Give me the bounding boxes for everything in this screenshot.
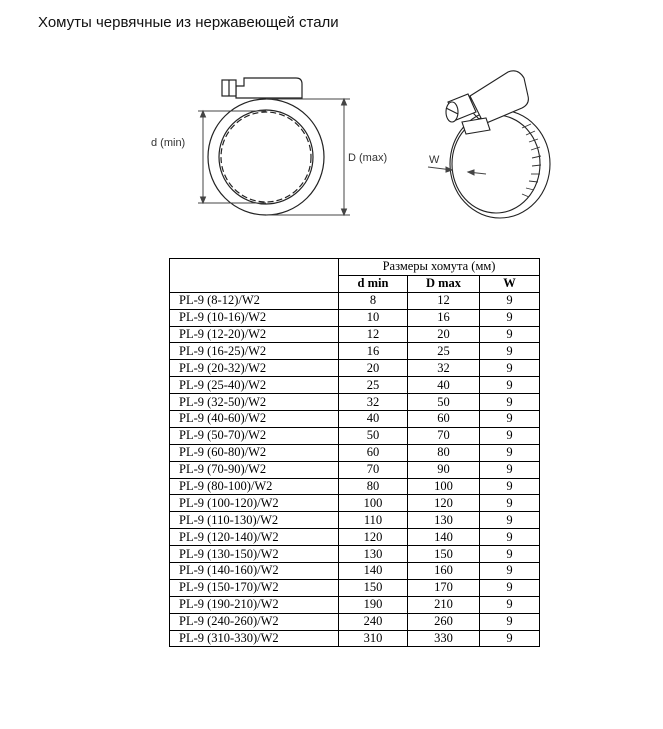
d-max-cell: 16	[408, 309, 480, 326]
w-cell: 9	[480, 596, 540, 613]
d-max-cell: 170	[408, 579, 480, 596]
d-max-cell: 160	[408, 563, 480, 580]
d-min-cell: 32	[339, 394, 408, 411]
column-header-w: W	[480, 275, 540, 292]
table-row	[170, 512, 540, 529]
model-cell: PL-9 (190-210)/W2	[170, 596, 339, 613]
table-row	[170, 461, 540, 478]
d-min-cell: 60	[339, 444, 408, 461]
w-cell: 9	[480, 512, 540, 529]
w-cell: 9	[480, 495, 540, 512]
d-max-cell: 32	[408, 360, 480, 377]
table-row	[170, 630, 540, 647]
d-min-cell: 40	[339, 411, 408, 428]
w-cell: 9	[480, 546, 540, 563]
table-row	[170, 444, 540, 461]
table-row	[170, 309, 540, 326]
page-title: Хомуты червячные из нержавеющей стали	[38, 14, 339, 31]
d-max-cell: 90	[408, 461, 480, 478]
model-cell: PL-9 (110-130)/W2	[170, 512, 339, 529]
d-min-cell: 140	[339, 563, 408, 580]
d-min-cell: 100	[339, 495, 408, 512]
table-row	[170, 292, 540, 309]
d-max-cell: 60	[408, 411, 480, 428]
w-cell: 9	[480, 478, 540, 495]
d-min-cell: 130	[339, 546, 408, 563]
d-max-cell: 70	[408, 427, 480, 444]
d-min-cell: 70	[339, 461, 408, 478]
table-row	[170, 427, 540, 444]
size-table	[169, 258, 540, 647]
model-cell: PL-9 (310-330)/W2	[170, 630, 339, 647]
d-min-cell: 80	[339, 478, 408, 495]
d-min-cell: 12	[339, 326, 408, 343]
model-cell: PL-9 (12-20)/W2	[170, 326, 339, 343]
model-cell: PL-9 (20-32)/W2	[170, 360, 339, 377]
d-min-cell: 240	[339, 613, 408, 630]
table-row	[170, 495, 540, 512]
w-cell: 9	[480, 563, 540, 580]
model-cell: PL-9 (10-16)/W2	[170, 309, 339, 326]
d-max-cell: 130	[408, 512, 480, 529]
d-min-cell: 50	[339, 427, 408, 444]
d-max-cell: 210	[408, 596, 480, 613]
d-max-label: D (max)	[348, 152, 388, 164]
d-min-cell: 8	[339, 292, 408, 309]
d-max-cell: 12	[408, 292, 480, 309]
d-max-cell: 100	[408, 478, 480, 495]
table-row	[170, 411, 540, 428]
d-min-cell: 150	[339, 579, 408, 596]
clamp-drawing	[0, 0, 663, 250]
d-max-cell: 140	[408, 529, 480, 546]
d-min-cell: 16	[339, 343, 408, 360]
model-cell: PL-9 (130-150)/W2	[170, 546, 339, 563]
table-row	[170, 546, 540, 563]
w-label: W	[429, 154, 440, 166]
d-min-cell: 20	[339, 360, 408, 377]
model-cell: PL-9 (100-120)/W2	[170, 495, 339, 512]
table-row	[170, 563, 540, 580]
model-cell: PL-9 (80-100)/W2	[170, 478, 339, 495]
model-header-cell	[170, 259, 339, 293]
table-row	[170, 529, 540, 546]
table-row	[170, 579, 540, 596]
w-cell: 9	[480, 394, 540, 411]
d-max-cell: 40	[408, 377, 480, 394]
table-row	[170, 360, 540, 377]
d-min-cell: 110	[339, 512, 408, 529]
model-cell: PL-9 (8-12)/W2	[170, 292, 339, 309]
w-cell: 9	[480, 529, 540, 546]
w-cell: 9	[480, 377, 540, 394]
model-cell: PL-9 (140-160)/W2	[170, 563, 339, 580]
group-header: Размеры хомута (мм)	[339, 259, 540, 276]
table-row	[170, 478, 540, 495]
table-row	[170, 596, 540, 613]
w-cell: 9	[480, 360, 540, 377]
clamp-perspective-view	[446, 71, 550, 218]
w-cell: 9	[480, 579, 540, 596]
model-cell: PL-9 (60-80)/W2	[170, 444, 339, 461]
d-min-label: d (min)	[151, 137, 186, 149]
d-max-cell: 80	[408, 444, 480, 461]
d-max-cell: 120	[408, 495, 480, 512]
d-max-cell: 50	[408, 394, 480, 411]
d-max-cell: 330	[408, 630, 480, 647]
w-cell: 9	[480, 309, 540, 326]
d-max-cell: 20	[408, 326, 480, 343]
w-cell: 9	[480, 343, 540, 360]
model-cell: PL-9 (32-50)/W2	[170, 394, 339, 411]
model-cell: PL-9 (120-140)/W2	[170, 529, 339, 546]
d-max-cell: 150	[408, 546, 480, 563]
model-cell: PL-9 (150-170)/W2	[170, 579, 339, 596]
d-max-cell: 260	[408, 613, 480, 630]
model-cell: PL-9 (25-40)/W2	[170, 377, 339, 394]
d-min-cell: 25	[339, 377, 408, 394]
d-min-cell: 10	[339, 309, 408, 326]
w-cell: 9	[480, 613, 540, 630]
model-cell: PL-9 (240-260)/W2	[170, 613, 339, 630]
table-row	[170, 377, 540, 394]
model-cell: PL-9 (70-90)/W2	[170, 461, 339, 478]
w-cell: 9	[480, 326, 540, 343]
w-cell: 9	[480, 411, 540, 428]
w-cell: 9	[480, 427, 540, 444]
d-min-cell: 310	[339, 630, 408, 647]
table-row	[170, 343, 540, 360]
model-cell: PL-9 (50-70)/W2	[170, 427, 339, 444]
w-cell: 9	[480, 292, 540, 309]
model-cell: PL-9 (40-60)/W2	[170, 411, 339, 428]
column-header-d-max: D max	[408, 275, 480, 292]
model-cell: PL-9 (16-25)/W2	[170, 343, 339, 360]
table-header-row-1	[170, 259, 540, 276]
table-row	[170, 613, 540, 630]
d-min-cell: 190	[339, 596, 408, 613]
d-max-cell: 25	[408, 343, 480, 360]
w-cell: 9	[480, 630, 540, 647]
table-row	[170, 394, 540, 411]
w-cell: 9	[480, 444, 540, 461]
table-row	[170, 326, 540, 343]
column-header-d-min: d min	[339, 275, 408, 292]
d-min-cell: 120	[339, 529, 408, 546]
w-cell: 9	[480, 461, 540, 478]
